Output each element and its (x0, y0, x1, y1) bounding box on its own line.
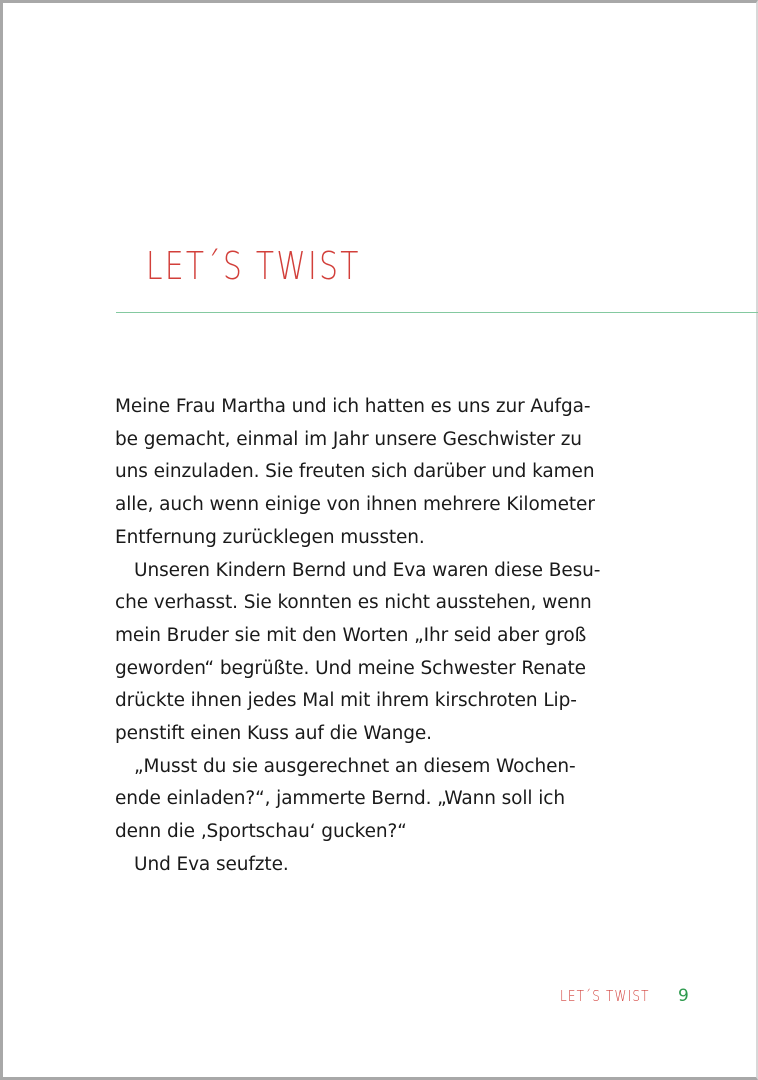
body-line: drückte ihnen jedes Mal mit ihrem kirschroten Lip- (115, 690, 577, 712)
body-line: mein Bruder sie mit den Worten „Ihr seid aber groß (115, 624, 587, 646)
body-line: „Musst du sie ausgerechnet an diesem Wochen- (134, 755, 576, 777)
body-line: Meine Frau Martha und ich hatten es uns zur Aufga- (115, 396, 591, 417)
body-line: be gemacht, einmal im Jahr unsere Geschwister zu (115, 428, 582, 450)
body-line: penstift einen Kuss auf die Wange. (115, 723, 432, 745)
title-rule (116, 312, 758, 313)
body-line: denn die ‚Sportschau‘ gucken?“ (115, 821, 407, 843)
body-line: ende einladen?“, jammerte Bernd. „Wann soll ich (115, 788, 565, 810)
chapter-title: LET´S TWIST (146, 244, 361, 288)
body-line: geworden“ begrüßte. Und meine Schwester Renate (115, 657, 586, 679)
page-number: 9 (678, 986, 689, 1006)
body-text (115, 391, 645, 882)
body-line: Unseren Kindern Bernd und Eva waren diese Besu- (134, 559, 601, 581)
body-line: uns einzuladen. Sie freuten sich darüber und kamen (115, 461, 595, 483)
body-line: Und Eva seufzte. (134, 853, 289, 875)
running-head: LET´S TWIST (560, 987, 650, 1005)
body-line: Entfernung zurücklegen mussten. (115, 526, 425, 548)
body-line: che verhasst. Sie konnten es nicht ausstehen, wenn (115, 592, 592, 614)
body-line: alle, auch wenn einige von ihnen mehrere Kilometer (115, 494, 595, 516)
